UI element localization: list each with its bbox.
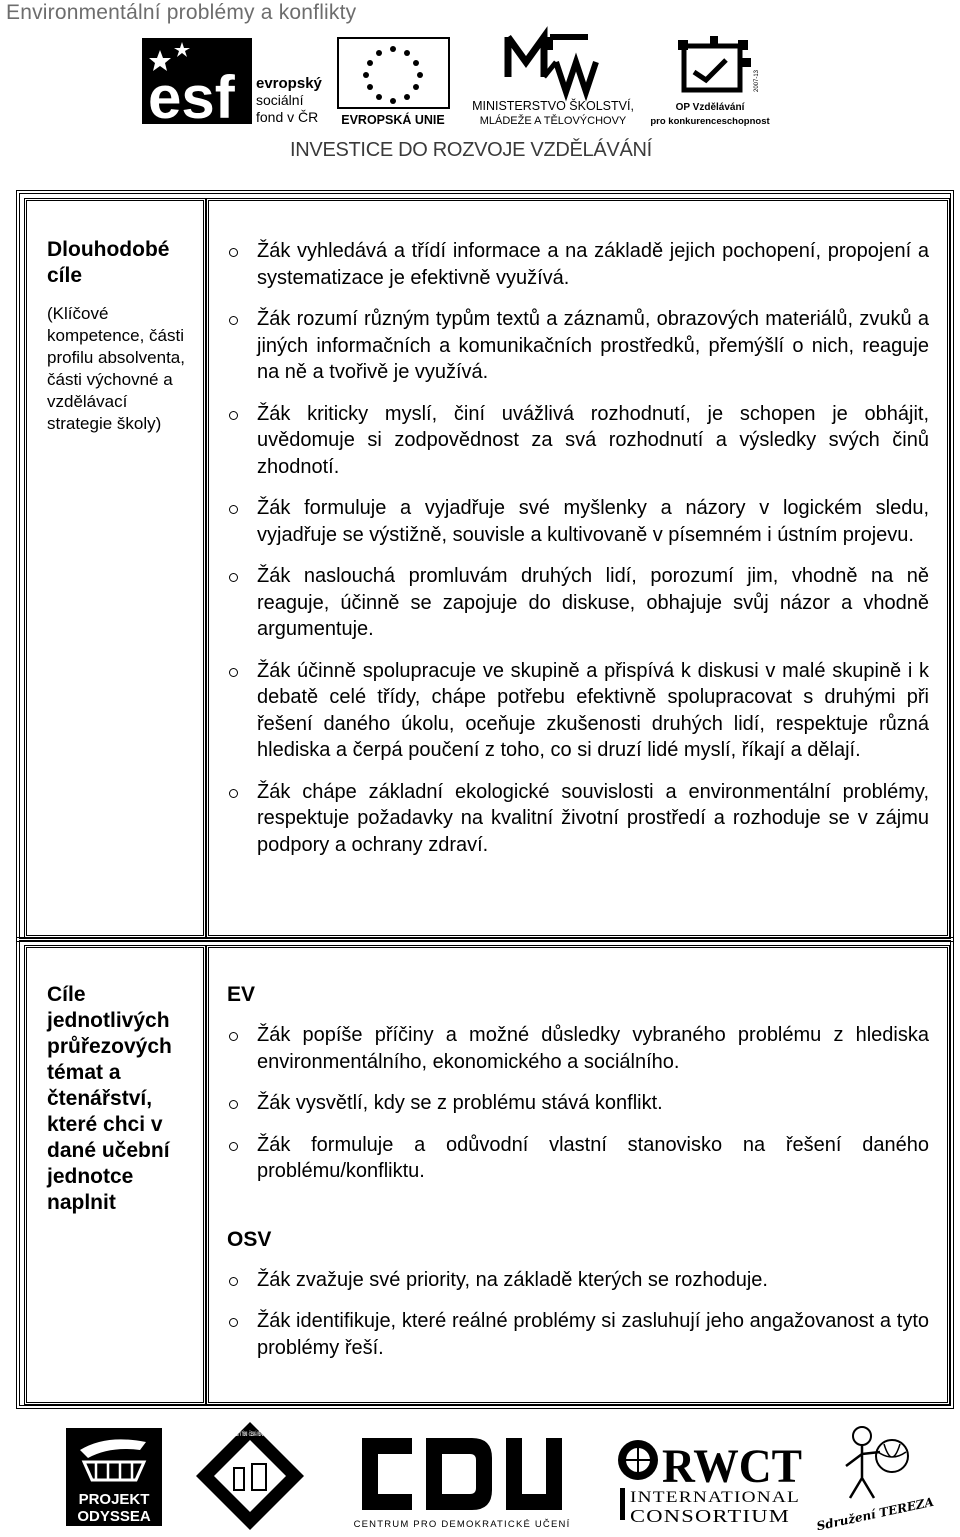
cdu-caption: CENTRUM PRO DEMOKRATICKÉ UČENÍ [353, 1519, 571, 1530]
list-item: Žák kriticky myslí, činí uvážlivá rozhodnutí, je schopen je obhájit, uvědomuje si zodpovědnost za svá rozhodnutí a výsledky svých činů zhodnotí. [223, 401, 929, 481]
rwct-line1: INTERNATIONAL [630, 1489, 800, 1506]
list-item: Žák naslouchá promluvám druhých lidí, porozumí jim, vhodně na ně reaguje, účinně se zapojuje do diskuse, obhajuje svůj názor a vhodně argumentuje. [223, 563, 929, 643]
long-term-goals-list [223, 238, 929, 858]
funding-logos [140, 32, 790, 131]
cdu-logo [342, 1430, 582, 1530]
long-term-goals-table [16, 190, 954, 942]
cross-curricular-content-cell [206, 945, 950, 1405]
osv-heading: OSV [227, 1227, 272, 1251]
long-term-goals-content-cell [206, 198, 950, 938]
partner-logos [60, 1420, 935, 1534]
sdruzeni-tereza-logo [815, 1422, 935, 1534]
list-item: Žák vyhledává a třídí informace a na základě jejich pochopení, propojení a systematizace je efektivně využívá. [223, 238, 929, 291]
ev-goals-list [223, 1022, 929, 1185]
odyssea-line2: ODYSSEA [77, 1508, 151, 1525]
long-term-goals-label-cell [24, 198, 206, 938]
msmt-line2: MLÁDEŽE A TĚLOVÝCHOVY [479, 115, 627, 127]
list-item: Žák identifikuje, které reálné problémy si zasluhují jeho angažovanost a tyto problémy řeší. [223, 1308, 929, 1361]
list-item: Žák chápe základní ekologické souvislosti a environmentální problémy, respektuje požadavky na kvalitní životní prostředí a rozhoduje se v zájmu podpory a ochrany zdraví. [223, 779, 929, 859]
odyssea-line1: PROJEKT [78, 1491, 150, 1508]
clovek-v-tisni-logo [194, 1420, 350, 1532]
long-term-goals-subtitle: (Klíčové kompetence, části profilu absolventa, části výchovné a vzdělávací strategie školy) [47, 304, 185, 433]
list-item: Žák zvažuje své priority, na základě kterých se rozhoduje. [223, 1267, 929, 1294]
osv-goals-list [223, 1267, 929, 1362]
rwct-big-text: RWCT [662, 1440, 802, 1493]
cross-curricular-goals-table [16, 937, 954, 1409]
msmt-logo [458, 32, 648, 127]
list-item: Žák účinně spolupracuje ve skupině a přispívá k diskusi v malé skupině i k debatě celé třídy, chápe potřebu efektivně spolupracovat s druhými při řešení daného úkolu, oceňuje zkušenosti druhých lidí, respektuje různá hlediska a čerpá poučení z toho, co si druzí lidé myslí, říkají a dělají. [223, 658, 929, 764]
msmt-line1: MINISTERSTVO ŠKOLSTVÍ, [472, 99, 634, 113]
tereza-text: Sdružení TEREZA [815, 1494, 935, 1534]
investice-slogan: INVESTICE DO ROZVOJE VZDĚLÁVÁNÍ [290, 139, 652, 161]
esf-line1: evropský [256, 75, 322, 92]
eu-flag-logo [336, 36, 451, 126]
rwct-logo [616, 1434, 806, 1526]
rwct-line2: CONSORTIUM [630, 1506, 790, 1526]
esf-line3: fond v ČR [256, 109, 319, 125]
op-line2: pro konkurenceschopnost [650, 116, 770, 127]
esf-big-text: esf [148, 64, 235, 131]
esf-logo [140, 36, 330, 131]
op-vzdelavani-logo [650, 32, 779, 127]
eu-label: EVROPSKÁ UNIE [341, 113, 445, 127]
cross-curricular-title: Cíle jednotlivých průřezových témat a čtenářství, které chci v dané učební jednotce naplnit [47, 983, 172, 1214]
list-item: Žák vysvětlí, kdy se z problému stává konflikt. [223, 1090, 929, 1117]
ev-heading: EV [227, 983, 256, 1006]
svg-text:2007-13: 2007-13 [754, 69, 760, 92]
document-header-title: Environmentální problémy a konflikty [6, 1, 357, 24]
list-item: Žák rozumí různým typům textů a záznamů, obrazových materiálů, zvuků a jiných informačních a komunikačních prostředků, přemýšlí o nich, reaguje na ně a tvořivě je využívá. [223, 306, 929, 386]
long-term-goals-title: Dlouhodobé cíle [47, 238, 170, 287]
list-item: Žák formuluje a vyjadřuje své myšlenky a názory v logickém sledu, vyjadřuje se výstižně, souvisle a kultivovaně v písemném i ústním projevu. [223, 495, 929, 548]
projekt-odyssea-logo [66, 1428, 162, 1526]
cross-curricular-label-cell [24, 945, 206, 1405]
esf-line2: sociální [256, 92, 304, 108]
list-item: Žák formuluje a odůvodní vlastní stanovisko na řešení daného problému/konfliktu. [223, 1132, 929, 1185]
op-line1: OP Vzdělávání [675, 102, 745, 113]
clovek-text: ČLOVĚK V TÍSNI · ČESKÁ REPUBLIKA [230, 1431, 350, 1438]
list-item: Žák popíše příčiny a možné důsledky vybraného problému z hlediska environmentálního, ekonomického a sociálního. [223, 1022, 929, 1075]
